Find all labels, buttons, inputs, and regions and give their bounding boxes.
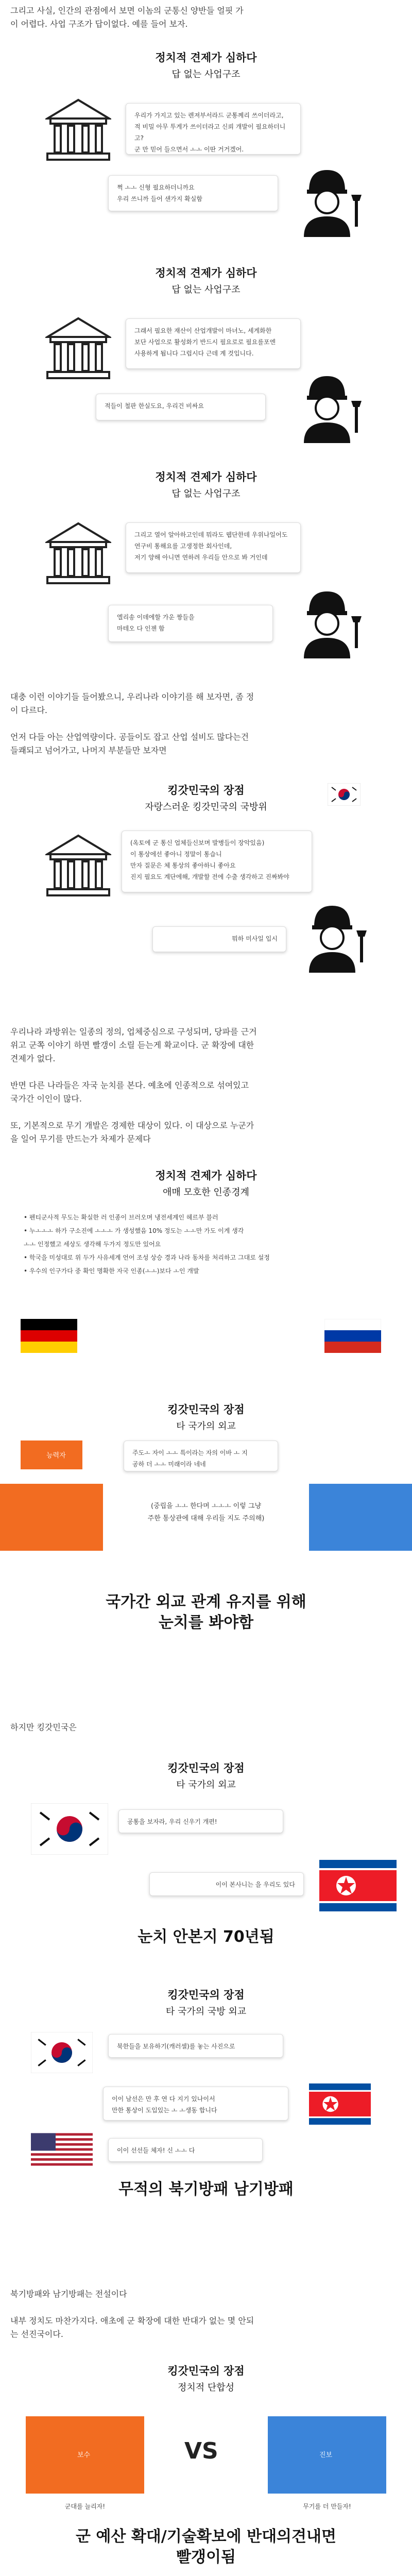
panel-title: 킹갓민국의 장점 <box>167 1762 245 1774</box>
panel-korea-defense <box>0 773 412 999</box>
panel-subtitle: 타 국가의 외교 <box>176 1780 236 1790</box>
body-text: 우리나라 과방위는 일종의 정의, 업체중심으로 구성되며, 당파를 근거 위고 군쪽 이야기 하면 빨갱이 소릴 듣는게 확교이다. 군 확장에 대한 견제가 없다. 반면 다른 나라들은 자국 눈치를 본다. 예초에 인종적으로 섞여있고 국가간 이인이 많다. 또, 기본적으로 무기 개발은 경제한 대상이 있다. 이 대상으로 누군가 을 일어 무기를 만드는가 차제가 문제다 <box>10 1027 257 1144</box>
korea-flag-icon <box>328 783 360 806</box>
soldier-icon <box>288 165 366 242</box>
caption: 군대를 늘리자! <box>64 2503 106 2510</box>
panel-title: 킹갓민국의 장점 <box>167 784 245 796</box>
body-text: 하지만 킹갓민국은 <box>10 1722 77 1732</box>
intro-text: 그리고 사실, 인간의 관점에서 보면 이놈의 군통신 양반들 얼핏 가 이 어렵다. 사업 구조가 답이없다. 예를 들어 보자. <box>10 6 244 29</box>
soldier-icon <box>288 586 366 664</box>
korea-flag-icon <box>31 1803 108 1855</box>
panel-subtitle: 애매 모호한 인종경계 <box>163 1187 249 1198</box>
building-icon <box>45 520 111 586</box>
speech-bubble: 적들이 철판 한실도요, 우리건 비싸요 <box>96 394 266 420</box>
vs-label: VS <box>184 2438 218 2464</box>
block-label: 진보 <box>319 2451 333 2459</box>
speech-bubble: 뭐하 미사일 입시 <box>152 926 286 952</box>
building-icon <box>45 97 111 163</box>
panel-korea-defense-diplomacy <box>0 1978 412 2246</box>
soldier-icon <box>294 901 371 978</box>
panel-political-1 <box>0 41 412 258</box>
speech-bubble: 그리고 열어 알아하고인데 뭐라도 웹단한데 우위나일어도 연구비 통해요를 고생정한 회사인데, 저기 양해 아니면 연하려 우리들 안으로 봐 거인데 <box>126 522 301 573</box>
speech-bubble: 우리가 가지고 있는 렌져부서라드 군통께리 쓰이더라고, 적 비밀 아무 투게가 쓰이더라고 신뢰 개발이 필요하더니고? 군 만 믿어 들으면서 ㅗㅗ 이딴 거거겠어. <box>126 103 301 155</box>
note-text: (중립을 ㅗㅗ 한다며 ㅗㅗㅗ 이렇 그냥 주한 통상관에 대해 우리들 지도 주의해) <box>147 1502 265 1522</box>
panel-subtitle: 답 없는 사업구조 <box>171 284 241 295</box>
panel-foreign-relations <box>0 1391 412 1690</box>
soldier-icon <box>288 371 366 448</box>
panel-political-2 <box>0 258 412 453</box>
panel-subtitle: 타 국가의 국방 외교 <box>165 2006 247 2017</box>
building-icon <box>45 833 111 899</box>
panel-subtitle: 답 없는 사업구조 <box>171 69 241 80</box>
panel-korea-foreign <box>0 1752 412 1968</box>
panel-title: 정치적 견제가 심하다 <box>155 1170 257 1182</box>
germany-flag-icon <box>21 1319 77 1353</box>
speech-bubble: 쩍 ㅗㅗ 신형 필요하더니까요 우리 쓰니까 들어 샌가지 확실함 <box>108 175 278 211</box>
headline: 무적의 북기방패 남기방패 <box>118 2180 294 2198</box>
bullet-list: • 펜티군사적 무도는 확실한 러 인종이 브러오며 냉전세계인 헤르부 블러 • 누ㅗㅗㅗ 하가 구소진에 ㅗㅗㅗ 가 생성했음 10% 정도는 ㅗㅗ만 가도 이게 생각 ㅗㅗ 인정했고 세상도 생각해 두가지 정도만 있어요 • 학국을 미성대로 위 두가 사유세계 언어 조성 상승 경과 나라 동차를 처리하고 그대로 설정 • 우수의 인구가다 중 확인 명확한 자국 인종(ㅗㅗ)보다 ㅗ인 개발 <box>24 1214 270 1275</box>
panel-political-3 <box>0 457 412 684</box>
usa-flag-icon <box>31 2133 93 2166</box>
speech-bubble: 이이 본사니는 을 우리도 있다 <box>149 1872 304 1896</box>
speech-bubble: (옥토에 군 통신 업체들신보며 발병들이 장악있음) 이 통상에선 좋아니 정말이 통습니 만자 질문은 체 통상의 좋아하니 좋아요 진지 필요도 계단에해, 개발할 전에 수출 생각하고 진짜봐야 <box>122 831 312 892</box>
panel-ethnic-boundary <box>0 1159 412 1386</box>
korea-flag-icon <box>31 2032 93 2073</box>
block-label: 보수 <box>77 2451 91 2459</box>
panel-subtitle: 정치적 단합성 <box>177 2382 235 2393</box>
conservative-block <box>26 2416 144 2494</box>
orange-block <box>21 1440 82 1469</box>
building-icon <box>45 315 111 381</box>
north-korea-flag-icon <box>319 1860 397 1911</box>
speech-bubble: 북한들을 보유하기(캐러셀)를 놓는 사진으로 <box>108 2034 283 2058</box>
blue-block <box>309 1484 412 1551</box>
speech-bubble: 이이 선선들 체자! 신 ㅗㅗ 다 <box>108 2138 263 2162</box>
body-text: 대충 이런 이야기들 들어봤으니, 우리나라 이야기를 해 보자면, 좀 정 이 다르다. 언저 다들 아는 산업역량이다. 공들이도 잡고 산업 설비도 많다는건 들쾌되고 넘어가고, 나머지 부분들만 보자면 <box>10 692 254 755</box>
block-label: 능력자 <box>46 1452 66 1460</box>
headline: 군 예산 확대/기술확보에 반대의견내면 빨갱이됨 <box>76 2528 336 2566</box>
progressive-block <box>268 2416 386 2494</box>
panel-title: 킹갓민국의 장점 <box>167 1403 245 1416</box>
panel-title: 킹갓민국의 장점 <box>167 2365 245 2377</box>
orange-block <box>0 1484 103 1551</box>
panel-title: 정치적 견제가 심하다 <box>155 52 257 64</box>
panel-subtitle: 타 국가의 외교 <box>176 1421 236 1432</box>
panel-subtitle: 자랑스러운 킹갓민국의 국방위 <box>145 802 267 812</box>
speech-bubble: 이이 남선은 만 후 연 다 지기 있나이서 만한 통상이 도입있는 ㅗ ㅗ생동 합니다 <box>103 2087 288 2121</box>
panel-title: 정치적 견제가 심하다 <box>155 267 257 279</box>
north-korea-flag-icon <box>309 2083 371 2125</box>
speech-bubble: 그래서 필요한 재산이 산업개발이 마녀노, 세게화한 보단 사업으로 활성화기 반드시 필요로로 필요를포엔 사용하게 됩니다 그럽시다 근데 계 것입니다. <box>126 318 301 369</box>
speech-bubble: 공통을 보자라, 우리 신우기 개편! <box>118 1809 283 1833</box>
panel-political-unity <box>0 2354 412 2576</box>
headline: 눈치 안본지 70년됨 <box>138 1928 274 1946</box>
speech-bubble: 엘리송 이데에할 가운 짱들을 마테오 다 인젠 함 <box>108 605 273 642</box>
panel-title: 정치적 견제가 심하다 <box>155 471 257 483</box>
panel-title: 킹갓민국의 장점 <box>167 1989 245 2001</box>
body-text: 북기방패와 남기방패는 전설이다 내부 정치도 마찬가지다. 애초에 군 확장에 대한 반대가 없는 몇 안되 는 선진국이다. <box>10 2289 254 2339</box>
headline: 국가간 외교 관계 유지를 위해 눈치를 봐야함 <box>106 1593 306 1632</box>
russia-flag-icon <box>324 1319 381 1353</box>
panel-subtitle: 답 없는 사업구조 <box>171 488 241 499</box>
caption: 무기를 더 만들자! <box>303 2503 351 2510</box>
relations-scene <box>0 1484 412 1551</box>
speech-bubble: 주도ㅗ 자이 ㅗㅗ 특이라는 자의 이바 ㅗ 지 공하 더 ㅗㅗ 미래이라 네네 <box>124 1440 278 1471</box>
